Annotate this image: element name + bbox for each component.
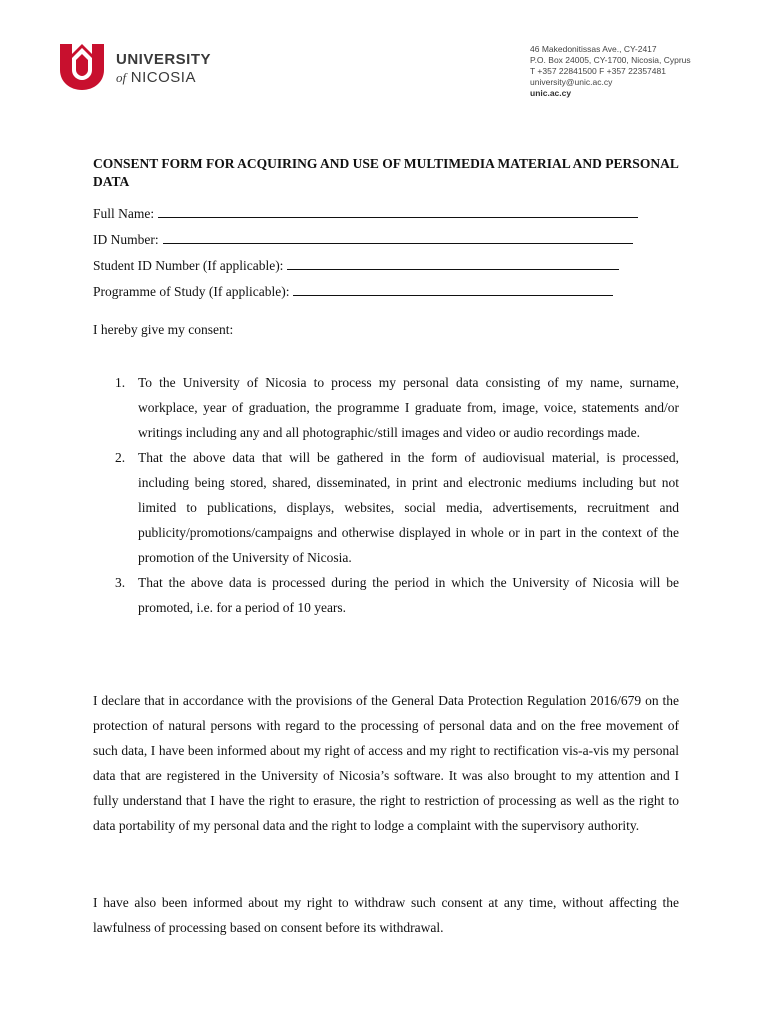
address-block <box>530 44 691 99</box>
form-title: CONSENT FORM FOR ACQUIRING AND USE OF MULTIMEDIA MATERIAL AND PERSONAL DATA <box>93 156 679 189</box>
logo-of: of <box>116 70 127 85</box>
item-text: That the above data is processed during the period in which the University of Nicosia will be promoted, i.e. for a period of 10 years. <box>138 575 679 615</box>
consent-item <box>93 570 679 620</box>
consent-item <box>93 370 679 445</box>
website-link[interactable]: unic.ac.cy <box>530 88 572 98</box>
programme-input[interactable] <box>293 283 613 296</box>
address-line: T +357 22841500 F +357 22357481 <box>530 66 666 76</box>
student-id-input[interactable] <box>287 257 619 270</box>
programme-field <box>93 283 613 300</box>
consent-intro: I hereby give my consent: <box>93 322 234 337</box>
field-label: Full Name: <box>93 206 155 221</box>
email-link[interactable]: university@unic.ac.cy <box>530 77 613 87</box>
unic-logo-icon <box>60 44 104 90</box>
student-id-field <box>93 257 619 274</box>
full-name-input[interactable] <box>158 205 638 218</box>
item-text: That the above data that will be gathered in the form of audiovisual material, is processed, including being stored, shared, disseminated, in print and electronic mediums including but not limited to publications, displays, websites, social media, advertisements, recruitment and publicity/promotions/campaigns and otherwise displayed in whole or in part in the context of the promotion of the University of Nicosia. <box>138 450 679 565</box>
address-line: 46 Makedonitissas Ave., CY-2417 <box>530 44 657 54</box>
logo-nicosia-text: NICOSIA <box>130 69 196 86</box>
consent-item <box>93 445 679 570</box>
full-name-field <box>93 205 638 222</box>
item-text: To the University of Nicosia to process my personal data consisting of my name, surname, workplace, year of graduation, the programme I graduate from, image, voice, statements and/or writings including any and all photographic/still images and video or audio recordings made. <box>138 375 679 440</box>
id-number-field <box>93 231 633 248</box>
field-label: ID Number: <box>93 232 159 247</box>
field-label: Programme of Study (If applicable): <box>93 284 290 299</box>
logo-nicosia <box>116 70 211 85</box>
withdrawal-notice: I have also been informed about my right to withdraw such consent at any time, without affecting the lawfulness of processing based on consent before its withdrawal. <box>93 895 679 935</box>
address-line: P.O. Box 24005, CY-1700, Nicosia, Cyprus <box>530 55 691 65</box>
field-label: Student ID Number (If applicable): <box>93 258 284 273</box>
logo-university: UNIVERSITY <box>116 51 212 68</box>
item-number: 3. <box>115 575 126 590</box>
item-number: 1. <box>115 375 126 390</box>
item-number: 2. <box>115 450 126 465</box>
consent-list <box>93 370 679 620</box>
gdpr-declaration: I declare that in accordance with the provisions of the General Data Protection Regulation 2016/679 on the protection of natural persons with regard to the processing of personal data and on the free movement of such data, I have been informed about my right of access and my right to rectification vis-a-vis my personal data that are registered in the University of Nicosia’s software. It was also brought to my attention and I fully understand that I have the right to erasure, the right to restriction of processing as well as the right to data portability of my personal data and the right to lodge a complaint with the supervisory authority. <box>93 693 679 833</box>
university-logo <box>60 44 240 94</box>
logo-wordmark <box>116 52 211 85</box>
id-number-input[interactable] <box>163 231 633 244</box>
